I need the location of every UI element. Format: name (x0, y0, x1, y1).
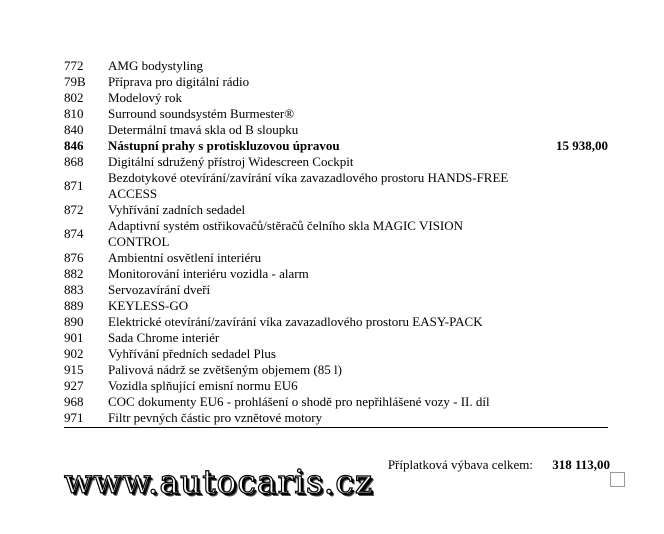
option-description: Surround soundsystém Burmester® (108, 106, 295, 121)
option-description: Determální tmavá skla od B sloupku (108, 122, 299, 137)
total-value: 318 113,00 (552, 457, 610, 472)
option-description: KEYLESS-GO (108, 298, 189, 313)
option-code: 846 (64, 138, 84, 153)
option-price: 15 938,00 (556, 138, 608, 153)
option-code: 772 (64, 58, 84, 73)
table-row (64, 266, 608, 282)
option-price (520, 74, 608, 90)
option-description: Vozidla splňující emisní normu EU6 (108, 378, 298, 393)
table-row (64, 346, 608, 362)
watermark: www.autocaris.cz (64, 462, 374, 501)
option-description: Filtr pevných částic pro vznětové motory (108, 410, 520, 428)
table-row (64, 154, 608, 170)
option-description: Monitorování interiéru vozidla - alarm (108, 266, 309, 281)
table-row (64, 74, 608, 90)
option-price (520, 90, 608, 106)
option-code: 968 (64, 394, 84, 409)
option-description: Nástupní prahy s protiskluzovou úpravou (108, 138, 340, 153)
option-description: COC dokumenty EU6 - prohlášení o shodě pro nepřihlášené vozy - II. díl (108, 394, 490, 409)
option-price (520, 154, 608, 170)
table-row (64, 282, 608, 298)
option-code: 79B (64, 74, 86, 89)
table-row (64, 138, 608, 154)
table-row (64, 170, 608, 202)
option-price (520, 394, 608, 410)
option-description: Digitální sdružený přístroj Widescreen Cockpit (108, 154, 354, 169)
option-description: Servozavírání dveří (108, 282, 211, 297)
option-price (520, 410, 608, 428)
option-code: 871 (64, 178, 84, 193)
option-code: 882 (64, 266, 84, 281)
option-description: Příprava pro digitální rádio (108, 74, 250, 89)
option-price (520, 122, 608, 138)
option-code: 810 (64, 106, 84, 121)
table-row (64, 394, 608, 410)
option-description: AMG bodystyling (108, 58, 203, 73)
option-code: 971 (64, 410, 108, 428)
option-code: 883 (64, 282, 84, 297)
option-description: Palivová nádrž se zvětšeným objemem (85 l) (108, 362, 342, 377)
option-code: 890 (64, 314, 84, 329)
option-description: Ambientní osvětlení interiéru (108, 250, 262, 265)
option-code: 876 (64, 250, 84, 265)
table-row (64, 330, 608, 346)
option-price (520, 298, 608, 314)
table-row (64, 58, 608, 74)
option-price (520, 170, 608, 202)
option-price (520, 330, 608, 346)
total-label: Příplatková výbava celkem: (387, 457, 533, 472)
option-description: Vyhřívání zadních sedadel (108, 202, 246, 217)
option-price (520, 266, 608, 282)
option-description: Vyhřívání předních sedadel Plus (108, 346, 276, 361)
option-price (520, 346, 608, 362)
options-table (64, 58, 608, 428)
option-code: 927 (64, 378, 84, 393)
table-row (64, 106, 608, 122)
option-code: 840 (64, 122, 84, 137)
table-row (64, 362, 608, 378)
table-row (64, 90, 608, 106)
table-row (64, 314, 608, 330)
option-description: Bezdotykové otevírání/zavírání víka zavazadlového prostoru HANDS-FREE ACCESS (108, 170, 509, 201)
options-table-body (64, 58, 608, 428)
option-price (520, 314, 608, 330)
option-code: 868 (64, 154, 84, 169)
option-description: Sada Chrome interiér (108, 330, 220, 345)
table-row (64, 250, 608, 266)
option-price (520, 378, 608, 394)
option-description: Modelový rok (108, 90, 183, 105)
option-code: 802 (64, 90, 84, 105)
option-code: 915 (64, 362, 84, 377)
table-row (64, 122, 608, 138)
table-row (64, 410, 608, 428)
table-row (64, 218, 608, 250)
option-code: 889 (64, 298, 84, 313)
option-code: 872 (64, 202, 84, 217)
option-code: 874 (64, 226, 84, 241)
option-price (520, 282, 608, 298)
option-code: 902 (64, 346, 84, 361)
option-price (520, 202, 608, 218)
table-row (64, 202, 608, 218)
option-price (520, 106, 608, 122)
table-row (64, 298, 608, 314)
table-row (64, 378, 608, 394)
option-price (520, 362, 608, 378)
option-price (520, 250, 608, 266)
option-price (520, 218, 608, 250)
option-description: Elektrické otevírání/zavírání víka zavazadlového prostoru EASY-PACK (108, 314, 483, 329)
option-price (520, 58, 608, 74)
checkbox[interactable] (610, 472, 625, 487)
option-description: Adaptivní systém ostřikovačů/stěračů čelního skla MAGIC VISION CONTROL (108, 218, 464, 249)
option-code: 901 (64, 330, 84, 345)
